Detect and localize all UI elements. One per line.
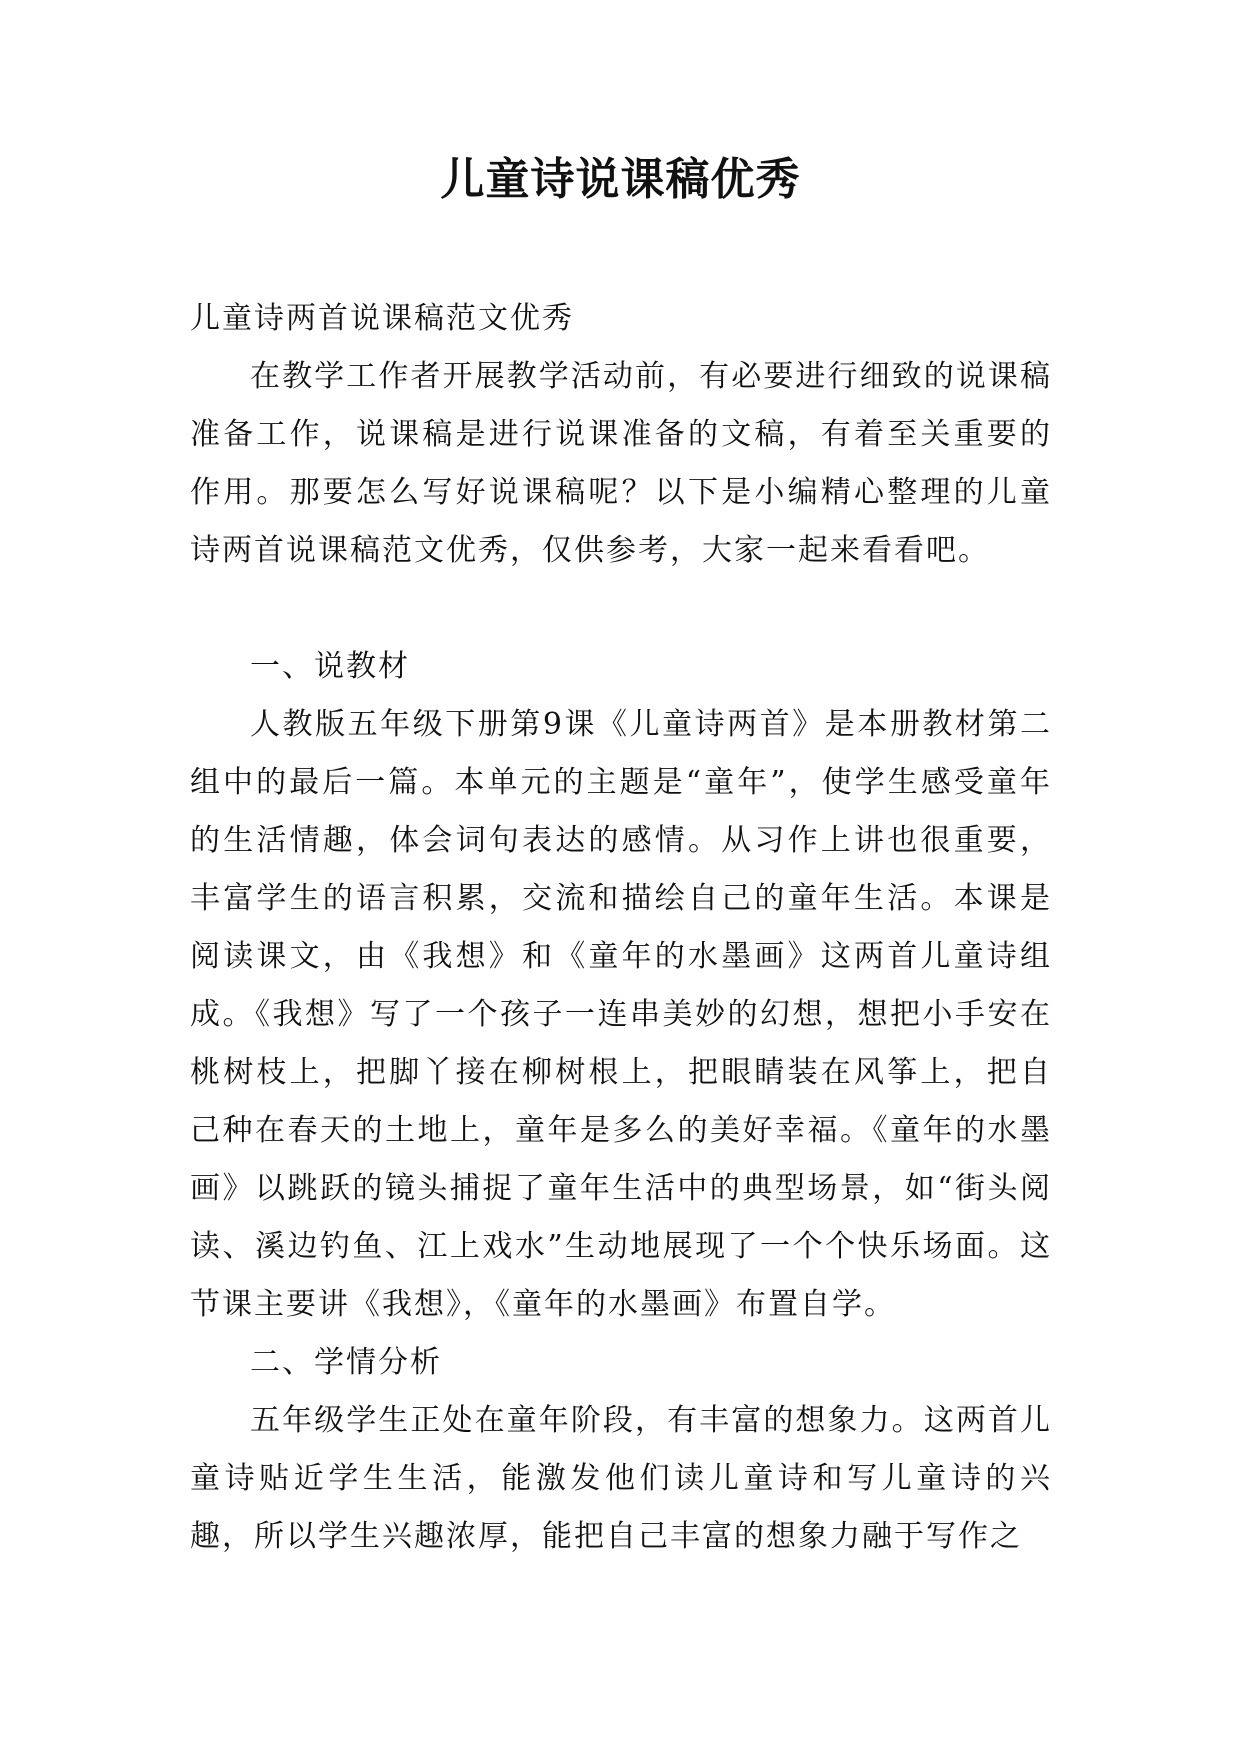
document-subtitle: 儿童诗两首说课稿范文优秀 xyxy=(190,301,574,336)
section1-paragraph: 人教版五年级下册第9课《儿童诗两首》是本册教材第二组中的最后一篇。本单元的主题是“童年”，使学生感受童年的生活情趣，体会词句表达的感情。从习作上讲也很重要，丰富学生的语言积累，交流和描绘自己的童年生活。本课是阅读课文，由《我想》和《童年的水墨画》这两首儿童诗组成。《我想》写了一个孩子一连串美妙的幻想，想把小手安在桃树枝上，把脚丫接在柳树根上，把眼睛装在风筝上，把自己种在春天的土地上，童年是多么的美好幸福。《童年的水墨画》以跳跃的镜头捕捉了童年生活中的典型场景，如“街头阅读、溪边钓鱼、江上戏水”生动地展现了一个个快乐场面。这节课主要讲《我想》，《童年的水墨画》布置自学。 xyxy=(190,707,1052,1322)
document-title: 儿童诗说课稿优秀 xyxy=(440,154,801,205)
paragraph-gap xyxy=(190,580,1052,638)
intro-paragraph: 在教学工作者开展教学活动前，有必要进行细致的说课稿准备工作，说课稿是进行说课准备的文稿，有着至关重要的作用。那要怎么写好说课稿呢？以下是小编精心整理的儿童诗两首说课稿范文优秀，仅供参考，大家一起来看看吧。 xyxy=(190,359,1052,568)
section1-heading: 一、说教材 xyxy=(250,649,410,684)
section2-heading: 二、学情分析 xyxy=(250,1345,442,1380)
section2-paragraph: 五年级学生正处在童年阶段，有丰富的想象力。这两首儿童诗贴近学生生活，能激发他们读儿童诗和写儿童诗的兴趣，所以学生兴趣浓厚，能把自己丰富的想象力融于写作之 xyxy=(190,1403,1052,1554)
document-body xyxy=(190,290,1052,1566)
